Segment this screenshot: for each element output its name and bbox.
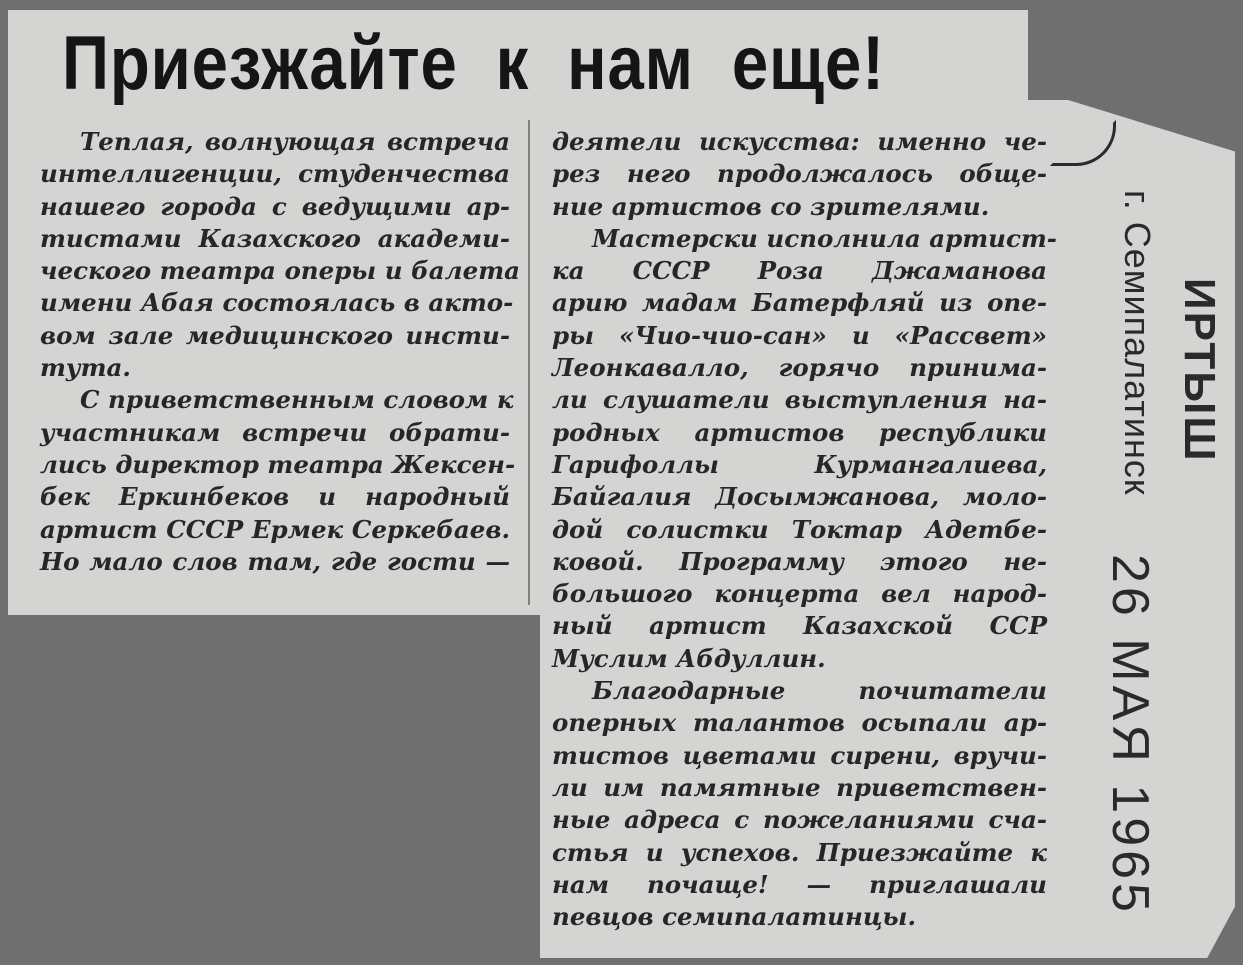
article-line: ры «Чио-чио-сан» и «Рассвет» — [552, 320, 1047, 350]
article-line: ка СССР Роза Джаманова — [552, 256, 1047, 286]
article-headline: Приезжайте к нам еще! — [62, 21, 885, 106]
article-line: ли слушатели выступления на- — [552, 385, 1047, 415]
article-line: ческого театра оперы и балета — [40, 256, 520, 286]
article-line: ли им памятные приветствен- — [552, 772, 1047, 802]
article-line: Леонкавалло, горячо принима- — [552, 353, 1047, 383]
article-line: лись директор театра Жексен- — [40, 449, 516, 479]
article-line: Но мало слов там, где гости — — [40, 546, 510, 576]
article-line: бек Еркинбеков и народный — [40, 482, 510, 512]
article-line: тистов цветами сирени, вручи- — [552, 740, 1047, 770]
article-line: Муслим Абдуллин. — [552, 643, 826, 673]
article-line: имени Абая состоялась в акто- — [40, 288, 514, 318]
article-line: тута. — [40, 353, 131, 383]
article-line: стья и успехов. Приезжайте к — [552, 837, 1047, 867]
article-line: Мастерски исполнила артист- — [592, 223, 1057, 253]
article-line: арию мадам Батерфляй из опе- — [552, 288, 1047, 318]
article-line: участникам встречи обрати- — [40, 417, 510, 447]
article-line: С приветственным словом к — [80, 385, 514, 415]
article-line: ние артистов со зрителями. — [552, 191, 990, 221]
article-line: ные адреса с пожеланиями сча- — [552, 805, 1047, 835]
newspaper-stamp — [1100, 150, 1240, 916]
article-line: тистами Казахского академи- — [40, 223, 510, 253]
article-line: вом зале медицинского инсти- — [40, 320, 510, 350]
article-line: Теплая, волнующая встреча — [80, 127, 510, 156]
article-line: рез него продолжалось обще- — [552, 159, 1047, 189]
stamp-city: г. Семипалатинск — [1117, 190, 1158, 496]
article-line: артист СССР Ермек Серкебаев. — [40, 514, 510, 544]
article-line: большого концерта вел народ- — [552, 579, 1047, 609]
article-line: дой солистки Токтар Адетбе- — [552, 514, 1047, 544]
column-divider — [528, 120, 530, 605]
article-column-left — [40, 126, 520, 578]
article-line: певцов семипалатинцы. — [552, 902, 916, 932]
article-line: нам почаще! — приглашали — [552, 869, 1047, 899]
article-line: Байгалия Досымжанова, моло- — [552, 482, 1047, 512]
article-line: ковой. Программу этого не- — [552, 546, 1047, 576]
article-line: нашего города с ведущими ар- — [40, 191, 510, 221]
article-line: Благодарные почитатели — [592, 676, 1047, 706]
article-line: родных артистов республики — [552, 417, 1047, 447]
article-line: интеллигенции, студенчества — [40, 159, 510, 189]
stamp-newspaper-name: ИРТЫШ — [1175, 278, 1224, 463]
article-line: деятели искусства: именно че- — [552, 127, 1047, 156]
article-column-right — [552, 126, 1057, 933]
stamp-date: 26 МАЯ 1965 — [1101, 554, 1159, 916]
article-line: Гарифоллы Курмангалиева, — [552, 449, 1047, 479]
article-line: ный артист Казахской ССР — [552, 611, 1047, 641]
article-line: оперных талантов осыпали ар- — [552, 708, 1047, 738]
